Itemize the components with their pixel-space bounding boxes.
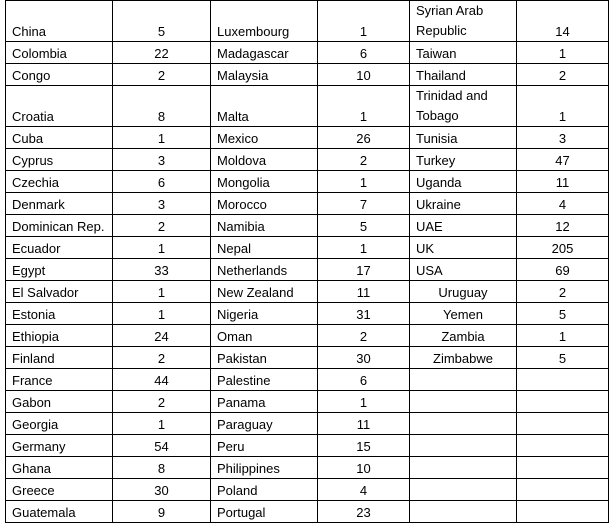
country-name-cell xyxy=(410,413,517,435)
country-name-cell: Oman xyxy=(211,325,318,347)
count-cell: 1 xyxy=(318,171,410,193)
country-name-cell: France xyxy=(6,369,113,391)
count-cell: 11 xyxy=(318,281,410,303)
count-cell: 1 xyxy=(113,237,211,259)
count-cell: 1 xyxy=(113,127,211,149)
count-cell: 4 xyxy=(318,479,410,501)
count-cell xyxy=(517,501,609,523)
table-row xyxy=(6,215,609,237)
count-cell: 2 xyxy=(517,281,609,303)
country-name-cell: Uganda xyxy=(410,171,517,193)
country-name-cell: Mongolia xyxy=(211,171,318,193)
count-cell: 205 xyxy=(517,237,609,259)
country-name-cell: Nigeria xyxy=(211,303,318,325)
table-row xyxy=(6,1,609,42)
count-cell: 10 xyxy=(318,64,410,86)
country-name-cell: China xyxy=(6,1,113,42)
count-cell: 1 xyxy=(113,303,211,325)
country-name-cell: Netherlands xyxy=(211,259,318,281)
country-name-cell: Denmark xyxy=(6,193,113,215)
count-cell: 3 xyxy=(517,127,609,149)
country-name-cell: Mexico xyxy=(211,127,318,149)
country-name-cell: Georgia xyxy=(6,413,113,435)
country-name-cell: Zimbabwe xyxy=(410,347,517,369)
country-name-cell: El Salvador xyxy=(6,281,113,303)
country-name-cell: Congo xyxy=(6,64,113,86)
count-cell: 1 xyxy=(318,1,410,42)
count-cell xyxy=(517,435,609,457)
count-cell: 1 xyxy=(318,237,410,259)
country-name-cell: Syrian Arab Republic xyxy=(410,1,517,42)
count-cell: 1 xyxy=(113,413,211,435)
count-cell: 1 xyxy=(517,42,609,64)
count-cell: 3 xyxy=(113,193,211,215)
count-cell: 12 xyxy=(517,215,609,237)
country-name-cell: Czechia xyxy=(6,171,113,193)
table-row xyxy=(6,303,609,325)
country-name-cell: Portugal xyxy=(211,501,318,523)
count-cell: 10 xyxy=(318,457,410,479)
country-name-cell: Guatemala xyxy=(6,501,113,523)
count-cell: 24 xyxy=(113,325,211,347)
count-cell xyxy=(517,413,609,435)
country-name-cell: Trinidad and Tobago xyxy=(410,86,517,127)
country-name-cell xyxy=(410,435,517,457)
country-name-cell: Namibia xyxy=(211,215,318,237)
country-name-cell: Poland xyxy=(211,479,318,501)
country-name-cell: Germany xyxy=(6,435,113,457)
table-row xyxy=(6,237,609,259)
count-cell: 47 xyxy=(517,149,609,171)
country-name-cell: Uruguay xyxy=(410,281,517,303)
country-name-cell: Turkey xyxy=(410,149,517,171)
count-cell: 2 xyxy=(113,347,211,369)
table-row xyxy=(6,171,609,193)
country-name-cell: Dominican Rep. xyxy=(6,215,113,237)
table-row xyxy=(6,325,609,347)
count-cell: 2 xyxy=(517,64,609,86)
count-cell: 2 xyxy=(113,215,211,237)
country-name-cell: Thailand xyxy=(410,64,517,86)
count-cell: 1 xyxy=(318,86,410,127)
count-cell: 54 xyxy=(113,435,211,457)
count-cell: 14 xyxy=(517,1,609,42)
table-row xyxy=(6,86,609,127)
country-name-cell xyxy=(410,391,517,413)
country-name-cell: Malta xyxy=(211,86,318,127)
country-name-cell: Palestine xyxy=(211,369,318,391)
country-name-cell: UAE xyxy=(410,215,517,237)
table-row xyxy=(6,64,609,86)
count-cell: 23 xyxy=(318,501,410,523)
table-row xyxy=(6,42,609,64)
count-cell: 5 xyxy=(318,215,410,237)
table-row xyxy=(6,259,609,281)
country-name-cell: USA xyxy=(410,259,517,281)
country-name-cell xyxy=(410,369,517,391)
count-cell: 22 xyxy=(113,42,211,64)
count-cell: 8 xyxy=(113,86,211,127)
count-cell: 69 xyxy=(517,259,609,281)
count-cell: 9 xyxy=(113,501,211,523)
count-cell: 5 xyxy=(517,303,609,325)
country-name-cell: Yemen xyxy=(410,303,517,325)
table-row xyxy=(6,391,609,413)
country-name-cell: Tunisia xyxy=(410,127,517,149)
country-name-cell: Morocco xyxy=(211,193,318,215)
country-name-cell xyxy=(410,501,517,523)
table-row xyxy=(6,149,609,171)
country-name-cell: Ecuador xyxy=(6,237,113,259)
count-cell: 5 xyxy=(517,347,609,369)
country-name-cell: Luxembourg xyxy=(211,1,318,42)
count-cell: 31 xyxy=(318,303,410,325)
country-name-cell: Zambia xyxy=(410,325,517,347)
country-name-cell: Malaysia xyxy=(211,64,318,86)
count-cell: 6 xyxy=(113,171,211,193)
count-cell: 2 xyxy=(113,391,211,413)
count-cell: 7 xyxy=(318,193,410,215)
count-cell: 6 xyxy=(318,42,410,64)
table-row xyxy=(6,127,609,149)
country-name-cell: Paraguay xyxy=(211,413,318,435)
table-row xyxy=(6,347,609,369)
country-name-cell: Estonia xyxy=(6,303,113,325)
count-cell: 11 xyxy=(318,413,410,435)
country-name-cell: Cuba xyxy=(6,127,113,149)
country-name-cell: New Zealand xyxy=(211,281,318,303)
count-cell: 6 xyxy=(318,369,410,391)
count-cell: 30 xyxy=(318,347,410,369)
table-row xyxy=(6,281,609,303)
country-name-cell: Cyprus xyxy=(6,149,113,171)
count-cell: 2 xyxy=(113,64,211,86)
country-name-cell: Greece xyxy=(6,479,113,501)
count-cell xyxy=(517,369,609,391)
table-row xyxy=(6,369,609,391)
country-name-cell: Egypt xyxy=(6,259,113,281)
table-row xyxy=(6,413,609,435)
country-name-cell: Panama xyxy=(211,391,318,413)
country-name-cell: Madagascar xyxy=(211,42,318,64)
country-name-cell: Ghana xyxy=(6,457,113,479)
count-cell xyxy=(517,479,609,501)
country-name-cell xyxy=(410,479,517,501)
country-name-cell: Ukraine xyxy=(410,193,517,215)
table-row xyxy=(6,435,609,457)
country-name-cell: Colombia xyxy=(6,42,113,64)
country-name-cell: Peru xyxy=(211,435,318,457)
country-name-cell: Croatia xyxy=(6,86,113,127)
count-cell: 2 xyxy=(318,325,410,347)
country-name-cell: Ethiopia xyxy=(6,325,113,347)
count-cell: 5 xyxy=(113,1,211,42)
count-cell: 2 xyxy=(318,149,410,171)
count-cell: 30 xyxy=(113,479,211,501)
count-cell: 17 xyxy=(318,259,410,281)
count-cell: 1 xyxy=(517,86,609,127)
count-cell: 8 xyxy=(113,457,211,479)
count-cell: 26 xyxy=(318,127,410,149)
count-cell: 3 xyxy=(113,149,211,171)
count-cell xyxy=(517,457,609,479)
country-name-cell: Pakistan xyxy=(211,347,318,369)
count-cell: 33 xyxy=(113,259,211,281)
country-name-cell: Gabon xyxy=(6,391,113,413)
count-cell: 11 xyxy=(517,171,609,193)
count-cell: 15 xyxy=(318,435,410,457)
country-name-cell xyxy=(410,457,517,479)
table-row xyxy=(6,501,609,523)
country-name-cell: Nepal xyxy=(211,237,318,259)
count-cell: 4 xyxy=(517,193,609,215)
table-row xyxy=(6,193,609,215)
table-row xyxy=(6,457,609,479)
count-cell: 1 xyxy=(517,325,609,347)
table-row xyxy=(6,479,609,501)
count-cell: 44 xyxy=(113,369,211,391)
country-count-table xyxy=(5,0,609,523)
country-name-cell: Finland xyxy=(6,347,113,369)
count-cell: 1 xyxy=(113,281,211,303)
country-name-cell: UK xyxy=(410,237,517,259)
country-name-cell: Taiwan xyxy=(410,42,517,64)
count-cell: 1 xyxy=(318,391,410,413)
country-name-cell: Moldova xyxy=(211,149,318,171)
count-cell xyxy=(517,391,609,413)
country-name-cell: Philippines xyxy=(211,457,318,479)
